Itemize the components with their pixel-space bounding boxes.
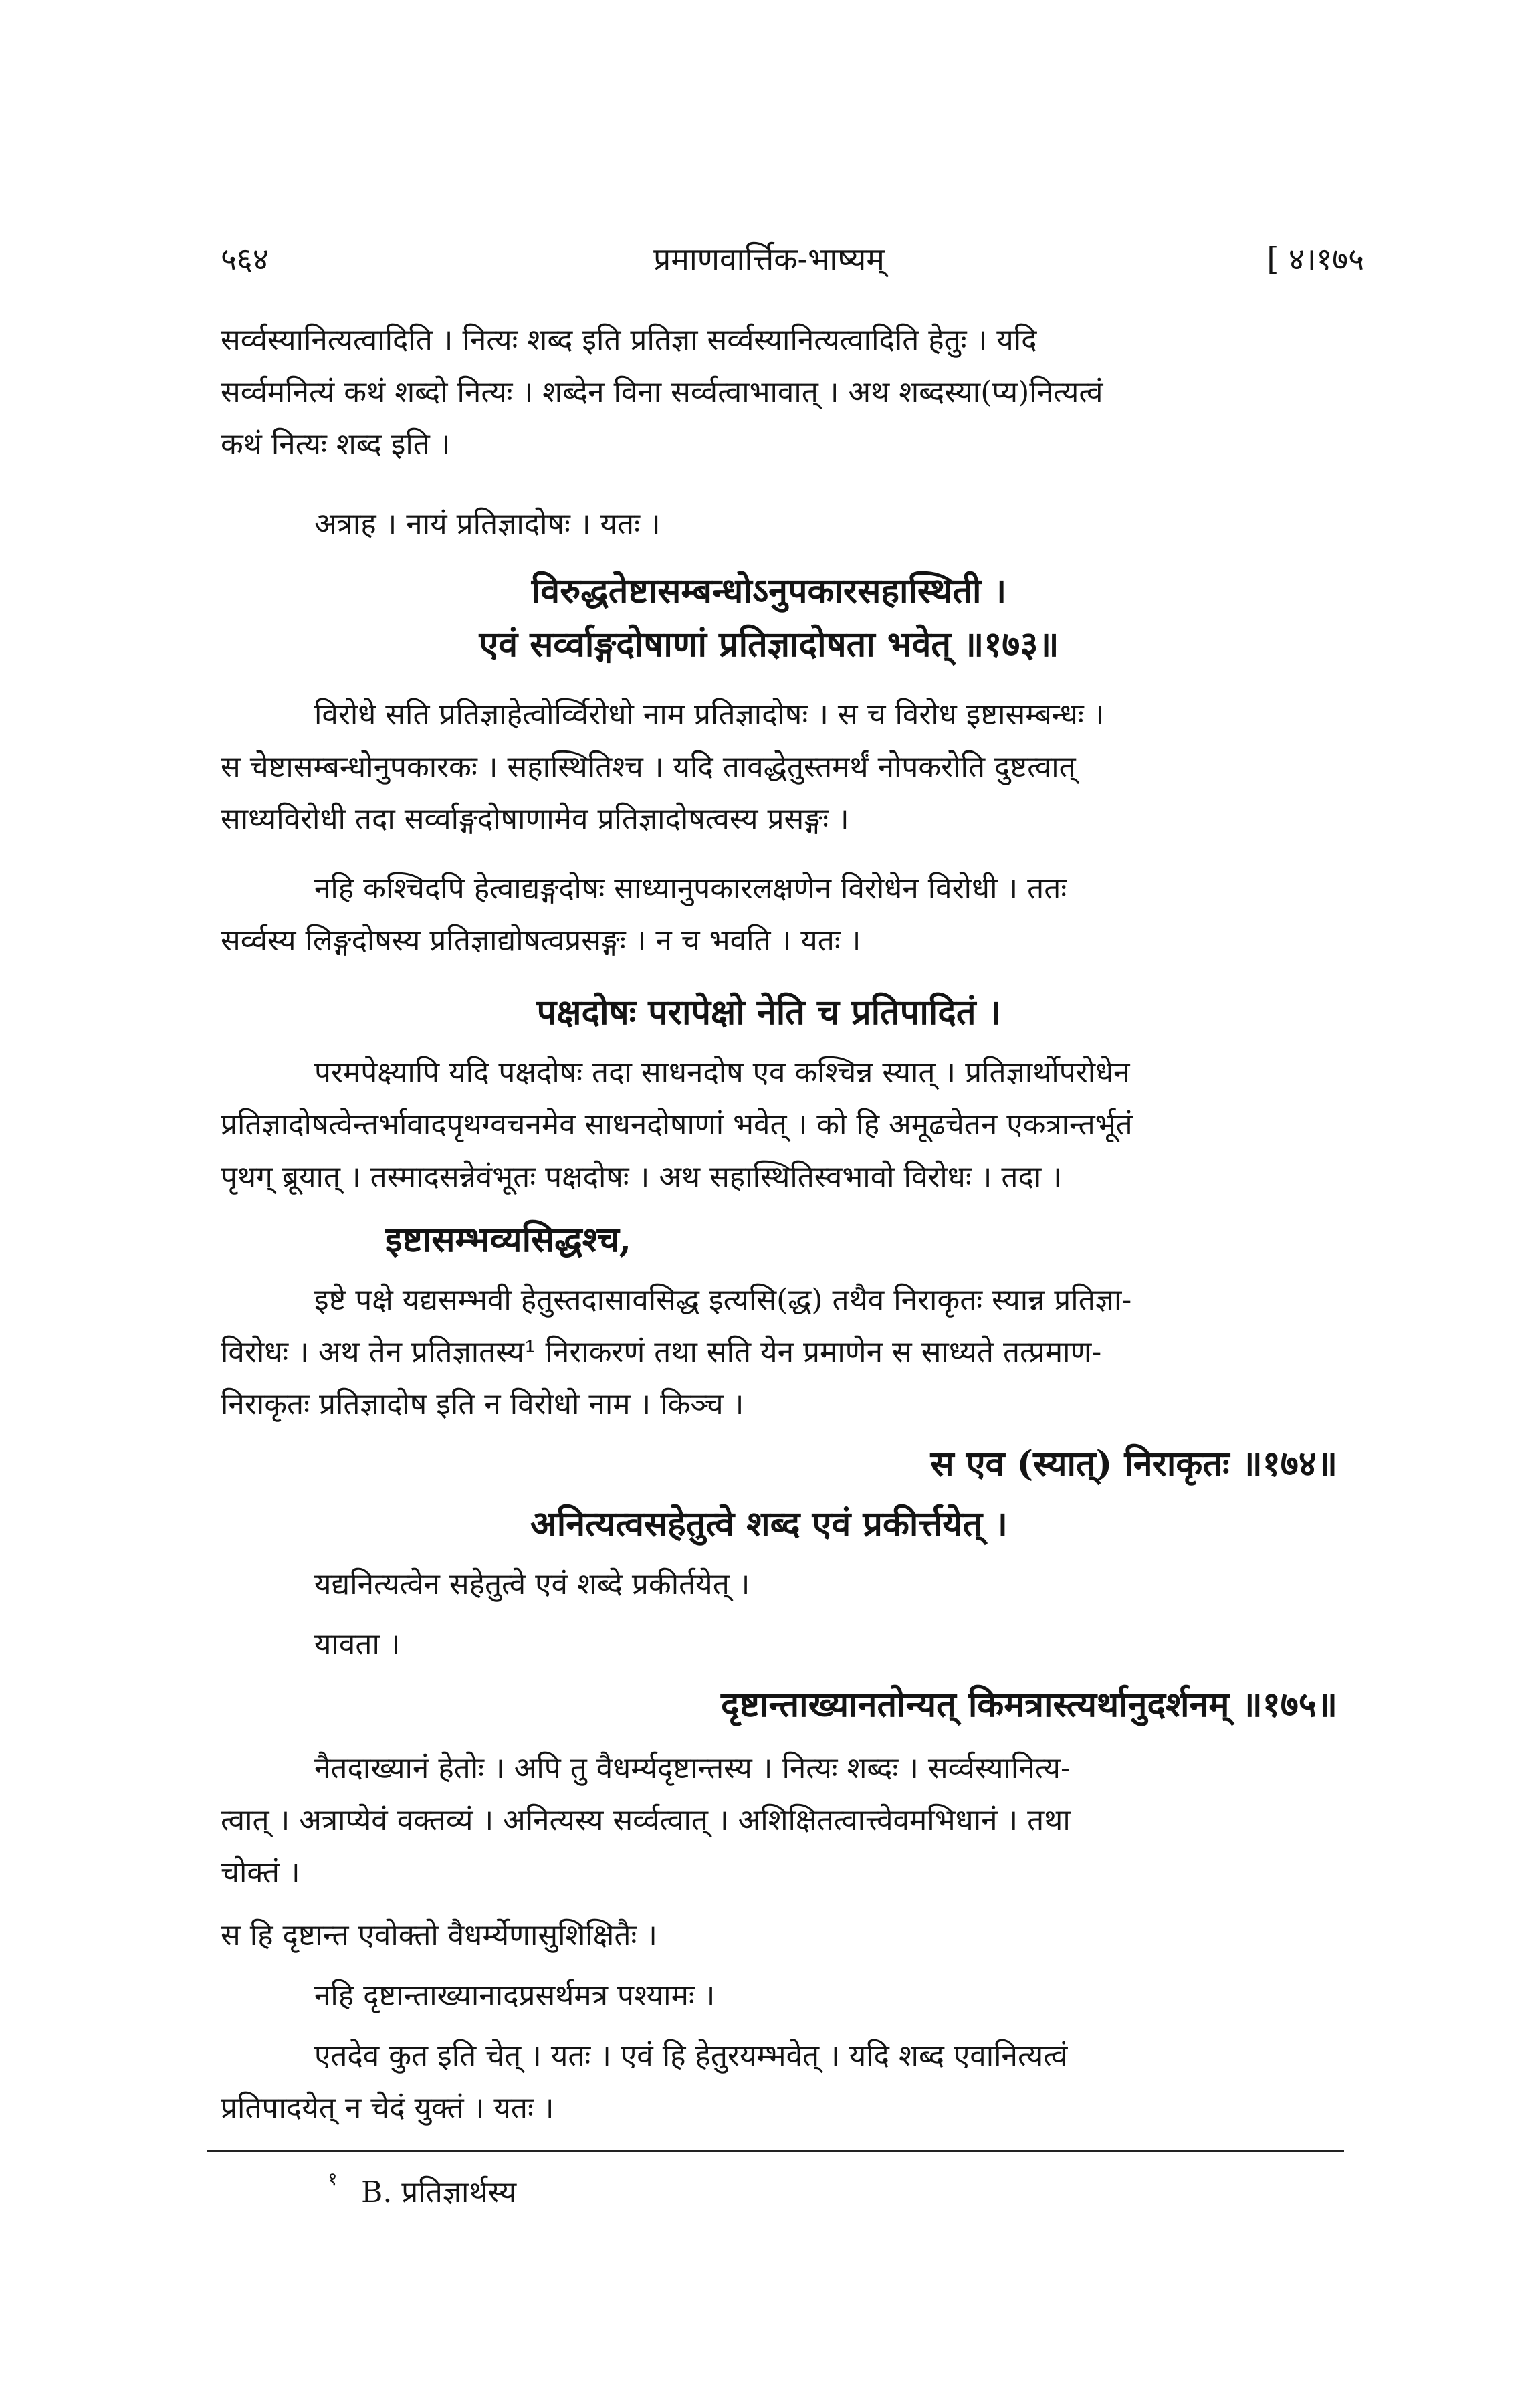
- paragraph-line: सर्व्वस्यानित्यत्वादिति । नित्यः शब्द इति प्रतिज्ञा सर्व्वस्यानित्यत्वादिति हेतुः । यदि: [221, 323, 1037, 357]
- paragraph-line: इष्टे पक्षे यद्यसम्भवी हेतुस्तदासावसिद्ध इत्यसि(द्ध) तथैव निराकृतः स्यान्न प्रतिज्ञा-: [314, 1283, 1132, 1317]
- paragraph-line: नैतदाख्यानं हेतोः । अपि तु वैधर्म्यदृष्टान्तस्य । नित्यः शब्दः । सर्व्वस्यानित्य-: [314, 1751, 1071, 1785]
- verse-line: दृष्टान्ताख्यानतोन्यत् किमत्रास्त्यर्थानुदर्शनम् ॥१७५॥: [721, 1684, 1337, 1725]
- verse-reference: [ ४।१७५: [1267, 241, 1364, 277]
- verse-line: स एव (स्यात्) निराकृतः ॥१७४॥: [930, 1443, 1337, 1484]
- paragraph-line: प्रतिपादयेत् न चेदं युक्तं । यतः ।: [221, 2091, 554, 2125]
- footnote-marker: १: [328, 2168, 338, 2190]
- paragraph-line: सर्व्वमनित्यं कथं शब्दो नित्यः । शब्देन विना सर्व्वत्वाभावात् । अथ शब्दस्या(प्य)नित्यत्वं: [221, 375, 1103, 409]
- paragraph-line: विरोधे सति प्रतिज्ञाहेत्वोर्व्विरोधो नाम प्रतिज्ञादोषः । स च विरोध इष्टासम्बन्धः ।: [314, 698, 1105, 732]
- verse-line: विरुद्धतेष्टासम्बन्धोऽनुपकारसहास्थिती ।: [531, 571, 1007, 611]
- paragraph-line: त्वात् । अत्राप्येवं वक्तव्यं । अनित्यस्य सर्व्वत्वात् । अशिक्षितत्वात्त्वेवमभिधानं । तथा: [221, 1803, 1071, 1837]
- verse-line: एवं सर्व्वाङ्गदोषाणां प्रतिज्ञादोषता भवेत् ॥१७३॥: [479, 624, 1059, 665]
- page-number: ५६४: [221, 241, 269, 277]
- paragraph-line: साध्यविरोधी तदा सर्व्वाङ्गदोषाणामेव प्रतिज्ञादोषत्वस्य प्रसङ्गः ।: [221, 802, 849, 836]
- paragraph-line: सर्व्वस्य लिङ्गदोषस्य प्रतिज्ञाद्योषत्वप्रसङ्गः । न च भवति । यतः ।: [221, 924, 861, 958]
- verse-line: अनित्यत्वसहेतुत्वे शब्द एवं प्रकीर्त्तयेत् ।: [530, 1504, 1008, 1544]
- footnote-text: B. प्रतिज्ञार्थस्य: [361, 2175, 517, 2209]
- paragraph-line: यावता ।: [314, 1627, 401, 1662]
- verse-line: इष्टासम्भव्यसिद्धश्च,: [384, 1219, 631, 1260]
- paragraph-line: यद्यनित्यत्वेन सहेतुत्वे एवं शब्दे प्रकीर्तयेत् ।: [314, 1567, 750, 1601]
- paragraph-line: परमपेक्ष्यापि यदि पक्षदोषः तदा साधनदोष एव कश्चिन्न स्यात् । प्रतिज्ञार्थोपरोधेन: [314, 1056, 1130, 1090]
- paragraph-line: नहि कश्चिदपि हेत्वाद्यङ्गदोषः साध्यानुपकारलक्षणेन विरोधेन विरोधी । ततः: [314, 872, 1067, 906]
- paragraph-line: पृथग् ब्रूयात् । तस्मादसन्नेवंभूतः पक्षदोषः । अथ सहास्थितिस्वभावो विरोधः । तदा ।: [221, 1160, 1062, 1194]
- paragraph-line: प्रतिज्ञादोषत्वेन्तर्भावादपृथग्वचनमेव साधनदोषाणां भवेत् । को हि अमूढचेतन एकत्रान्तर्भूतं: [221, 1108, 1133, 1142]
- paragraph-line: स हि दृष्टान्त एवोक्तो वैधर्म्येणासुशिक्षितैः ।: [221, 1918, 657, 1952]
- paragraph-line: एतदेव कुत इति चेत् । यतः । एवं हि हेतुरयम्भवेत् । यदि शब्द एवानित्यत्वं: [314, 2039, 1068, 2073]
- verse-line: पक्षदोषः परापेक्षो नेति च प्रतिपादितं ।: [536, 992, 1002, 1033]
- footnote-rule: [207, 2150, 1344, 2152]
- paragraph-line: अत्राह । नायं प्रतिज्ञादोषः । यतः ।: [314, 507, 661, 541]
- paragraph-line: स चेष्टासम्बन्धोनुपकारकः । सहास्थितिश्च । यदि तावद्धेतुस्तमर्थं नोपकरोति दुष्टत्वात्: [221, 750, 1076, 784]
- paragraph-line: चोक्तं ।: [221, 1855, 300, 1890]
- paragraph-line: नहि दृष्टान्ताख्यानादप्रसर्थमत्र पश्यामः ।: [314, 1979, 716, 2013]
- running-title: प्रमाणवार्त्तिक-भाष्यम्: [653, 241, 885, 277]
- paragraph-line: कथं नित्यः शब्द इति ।: [221, 427, 451, 462]
- paragraph-line: निराकृतः प्रतिज्ञादोष इति न विरोधो नाम । किञ्च ।: [221, 1387, 744, 1421]
- paragraph-line: विरोधः । अथ तेन प्रतिज्ञातस्य¹ निराकरणं तथा सति येन प्रमाणेन स साध्यते तत्प्रमाण-: [221, 1335, 1102, 1369]
